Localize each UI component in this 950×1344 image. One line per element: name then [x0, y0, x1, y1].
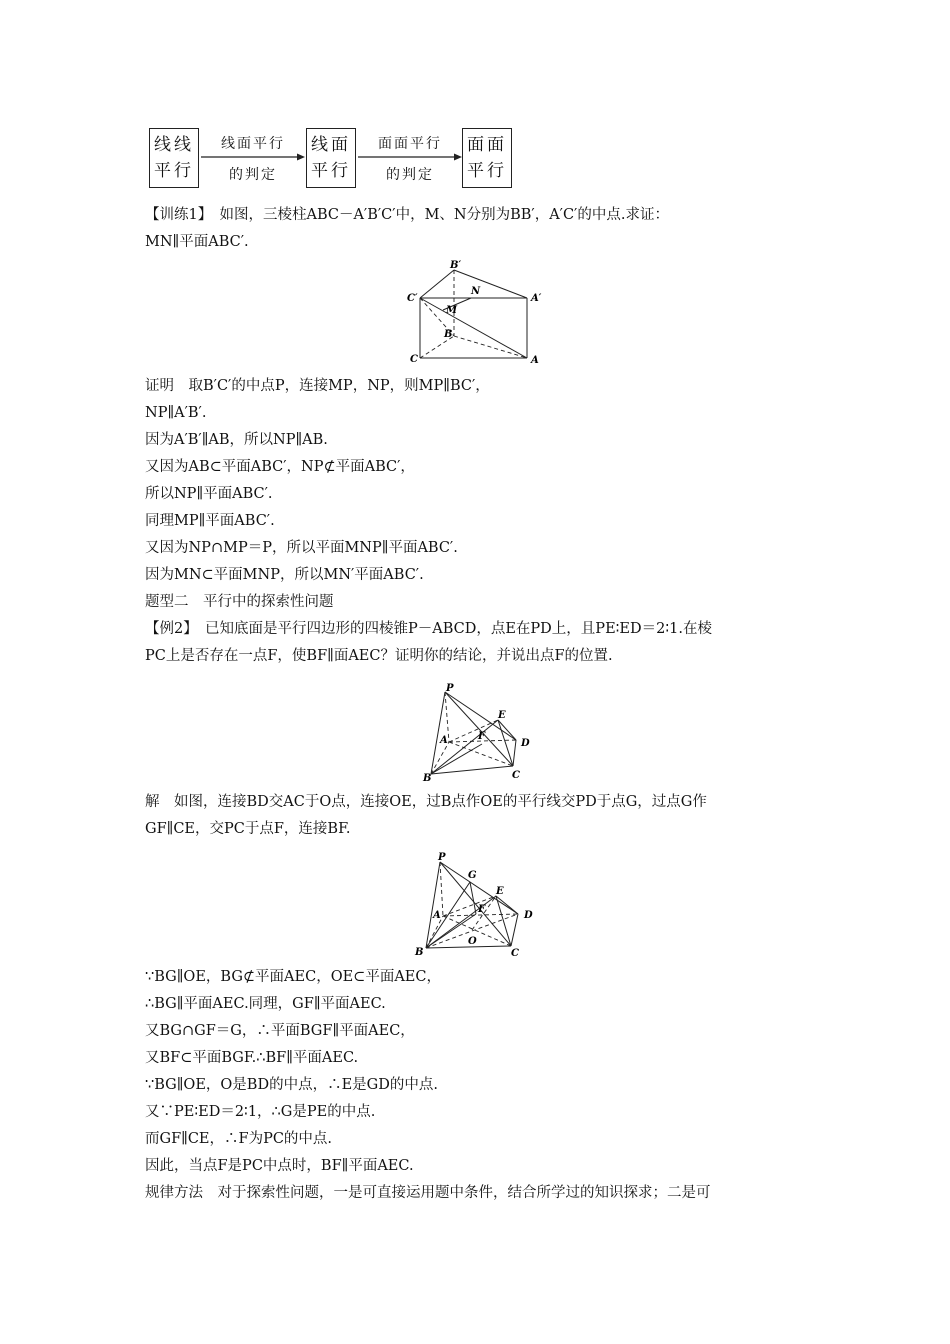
arrow-right-icon: [358, 152, 462, 162]
flow-arrow-1: [201, 128, 305, 188]
point-label: N: [471, 286, 481, 297]
point-label: A: [433, 910, 441, 921]
point-label: E: [496, 886, 504, 897]
text-line: 同理MP∥平面ABC′.: [145, 513, 275, 529]
flow-arrow-label: 线面平行: [221, 136, 285, 152]
text-line: 因为A′B′∥AB，所以NP∥AB.: [145, 432, 328, 448]
text-line: MN∥平面ABC′.: [145, 234, 249, 250]
flow-box-text: 平行: [154, 161, 194, 181]
arrow-right-icon: [201, 152, 305, 162]
flow-box-line-line: [149, 128, 199, 188]
text-line: ∵BG∥OE，O是BD的中点，∴E是GD的中点.: [145, 1077, 438, 1093]
point-label: A: [531, 355, 539, 366]
text-line: 而GF∥CE，∴F为PC的中点.: [145, 1131, 333, 1147]
point-label: C: [512, 770, 520, 781]
point-label: B: [423, 773, 432, 784]
flow-arrow-label: 面面平行: [378, 136, 442, 152]
point-label: B: [444, 329, 453, 340]
point-label: B′: [450, 260, 462, 271]
pyramid-construction-figure: [410, 848, 545, 958]
flow-box-text: 平行: [311, 161, 351, 181]
text-line: ∵BG∥OE，BG⊄平面AEC，OE⊂平面AEC，: [145, 969, 441, 985]
point-label: C: [410, 354, 418, 365]
point-label: D: [521, 738, 530, 749]
section-heading: 题型二 平行中的探索性问题: [145, 594, 334, 610]
point-label: C′: [407, 293, 418, 304]
text-line: 又BG∩GF＝G，∴平面BGF∥平面AEC，: [145, 1023, 415, 1039]
flow-arrow-label: 的判定: [386, 167, 434, 183]
point-label: A: [440, 735, 448, 746]
text-line: 又BF⊂平面BGF.∴BF∥平面AEC.: [145, 1050, 359, 1066]
flow-arrow-label: 的判定: [229, 167, 277, 183]
text-line: 解 如图，连接BD交AC于O点，连接OE，过B点作OE的平行线交PD于点G，过点G作: [145, 794, 707, 810]
text-line: ∴BG∥平面AEC.同理，GF∥平面AEC.: [145, 996, 386, 1012]
point-label: B: [415, 947, 424, 958]
point-label: O: [468, 936, 477, 947]
text-line: 因为MN⊂平面MNP，所以MN′平面ABC′.: [145, 567, 424, 583]
point-label: F: [478, 904, 486, 915]
point-label: F: [478, 731, 486, 742]
text-line: 又因为AB⊂平面ABC′，NP⊄平面ABC′，: [145, 459, 415, 475]
flow-box-text: 面面: [467, 135, 507, 155]
flow-box-text: 线面: [311, 135, 351, 155]
flow-box-line-plane: [306, 128, 356, 188]
point-label: C: [511, 948, 519, 958]
flow-arrow-2: [358, 128, 462, 188]
text-line: 所以NP∥平面ABC′.: [145, 486, 273, 502]
point-label: P: [446, 683, 454, 694]
point-label: E: [498, 710, 506, 721]
pyramid-figure: [418, 680, 538, 785]
text-line: NP∥A′B′.: [145, 405, 207, 421]
point-label: P: [438, 852, 446, 863]
text-line: GF∥CE，交PC于点F，连接BF.: [145, 821, 351, 837]
text-line: 【例2】 已知底面是平行四边形的四棱锥P－ABCD，点E在PD上，且PE∶ED＝2∶1.在棱: [145, 621, 712, 637]
point-label: G: [468, 870, 477, 881]
flow-box-text: 线线: [154, 135, 194, 155]
flow-diagram: [149, 128, 521, 190]
text-line: 【训练1】 如图，三棱柱ABC－A′B′C′中，M、N分别为BB′，A′C′的中点.求证：: [145, 207, 669, 223]
point-label: M: [446, 305, 458, 316]
flow-box-plane-plane: [462, 128, 512, 188]
prism-figure: [405, 258, 555, 370]
text-line: 又因为NP∩MP＝P，所以平面MNP∥平面ABC′.: [145, 540, 458, 556]
text-line: 证明 取B′C′的中点P，连接MP，NP，则MP∥BC′，: [145, 378, 490, 394]
text-line: 规律方法 对于探索性问题，一是可直接运用题中条件，结合所学过的知识探求；二是可: [145, 1185, 711, 1201]
text-line: 又∵PE∶ED＝2∶1，∴G是PE的中点.: [145, 1104, 376, 1120]
flow-box-text: 平行: [467, 161, 507, 181]
text-line: 因此，当点F是PC中点时，BF∥平面AEC.: [145, 1158, 414, 1174]
text-line: PC上是否存在一点F，使BF∥面AEC？证明你的结论，并说出点F的位置.: [145, 648, 613, 664]
point-label: D: [524, 910, 533, 921]
point-label: A′: [531, 293, 542, 304]
